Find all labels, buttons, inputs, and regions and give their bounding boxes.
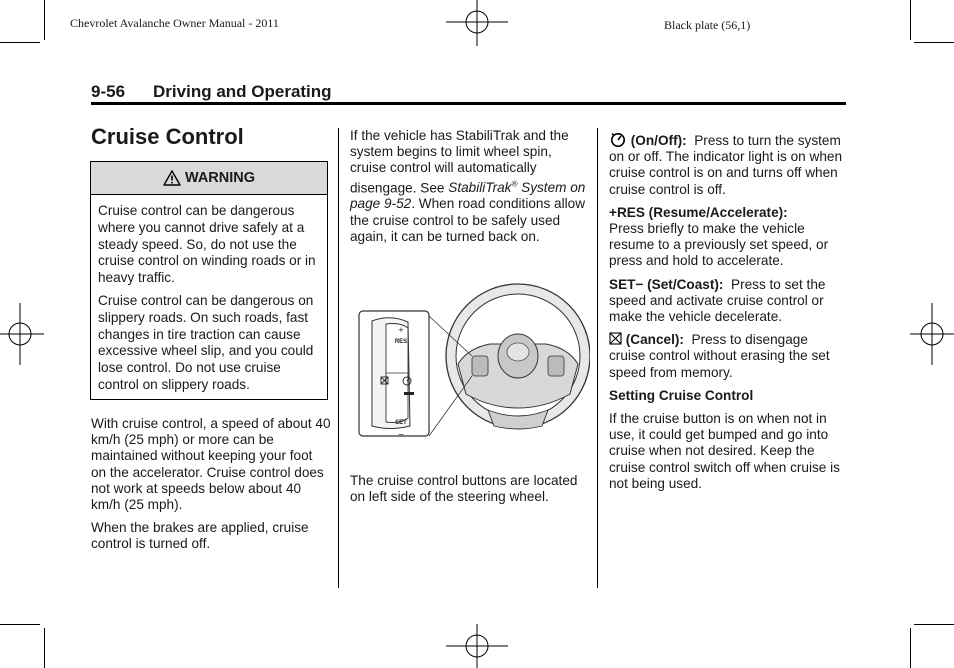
resume-label: +RES (Resume/Accelerate): (609, 204, 788, 220)
warning-header (91, 162, 327, 195)
page-title: Cruise Control (91, 124, 244, 149)
paragraph: If the cruise button is on when not in use, it could get bumped and go into cruise when not desired. Keep the cruise control switch off when cruise is not being used. (609, 411, 840, 491)
plate-label: Black plate (56,1) (664, 18, 751, 32)
steering-wheel (446, 284, 590, 429)
warning-triangle-icon (163, 170, 181, 186)
cruise-button-panel (359, 311, 429, 441)
caption-text: The cruise control buttons are located on left side of the steering wheel. (350, 473, 578, 505)
warning-body (91, 195, 327, 394)
set-label: SET (395, 420, 407, 426)
set-label: SET− (Set/Coast): (609, 276, 724, 292)
cancel-description: (Cancel): Press to disengage cruise control without erasing the set speed from memory. (609, 332, 830, 380)
section-name: Driving and Operating (153, 82, 332, 101)
column-divider-2 (597, 128, 598, 588)
set-description: SET− (Set/Coast): Press to set the speed and activate cruise control or make the vehicle decelerate. (609, 276, 826, 325)
column-2-text (350, 128, 590, 252)
subheading: Setting Cruise Control (609, 387, 754, 403)
plus-label: + (398, 325, 404, 335)
paragraph: With cruise control, a speed of about 40 km/h (25 mph) or more can be maintained without keeping your foot on the accelerator. Cruise control does not work at speeds below about 40 km/h (25 mph). (91, 416, 331, 513)
on-off-label: (On/Off): (630, 133, 687, 148)
resume-description: +RES (Resume/Accelerate): Press briefly to make the vehicle resume to a previously set speed, or press and hold to accelerate. (609, 204, 829, 269)
warning-label: WARNING (184, 170, 256, 186)
cancel-label: (Cancel): (625, 332, 684, 348)
manual-title: Chevrolet Avalanche Owner Manual - 2011 (70, 16, 279, 30)
column-1-text (91, 416, 331, 560)
cancel-icon (609, 332, 622, 345)
column-3-text (609, 132, 847, 499)
header-rule (91, 102, 846, 105)
paragraph: If the vehicle has StabiliTrak and the system begins to limit wheel spin, cruise control will automatically disengage. See StabiliTrak® System on page 9-52. When road conditions allow the cruise control to be safely used again, it can be turned back on. (350, 128, 586, 244)
registration-mark-left (0, 303, 44, 365)
diagram-caption (350, 473, 590, 512)
warning-paragraph: Cruise control can be dangerous on slippery roads. On such roads, fast changes in tire traction can cause excessive wheel slip, and you could lose control. Do not use cruise control on slippery roads. (98, 292, 314, 392)
res-label: RES (394, 339, 408, 345)
minus-label: − (398, 430, 404, 441)
paragraph: When the brakes are applied, cruise control is turned off. (91, 520, 309, 552)
page-number: 9-56 (91, 82, 126, 101)
section-heading (91, 82, 332, 102)
registration-mark-bottom (446, 624, 508, 668)
cruise-on-off-icon (609, 132, 627, 147)
registration-mark-top (446, 0, 508, 48)
steering-wheel-diagram (350, 276, 590, 466)
column-divider-1 (338, 128, 339, 588)
warning-paragraph: Cruise control can be dangerous where you cannot drive safely at a steady speed. So, do not use the cruise control on winding roads or in heavy traffic. (98, 203, 316, 286)
on-off-description: (On/Off): Press to turn the system on or off. The indicator light is on when cruise control is on and turns off when cruise control is off. (609, 133, 842, 197)
reference-link: StabiliTrak® System on page 9-52 (350, 179, 586, 212)
warning-box (90, 161, 328, 400)
registration-mark-right (910, 303, 954, 365)
